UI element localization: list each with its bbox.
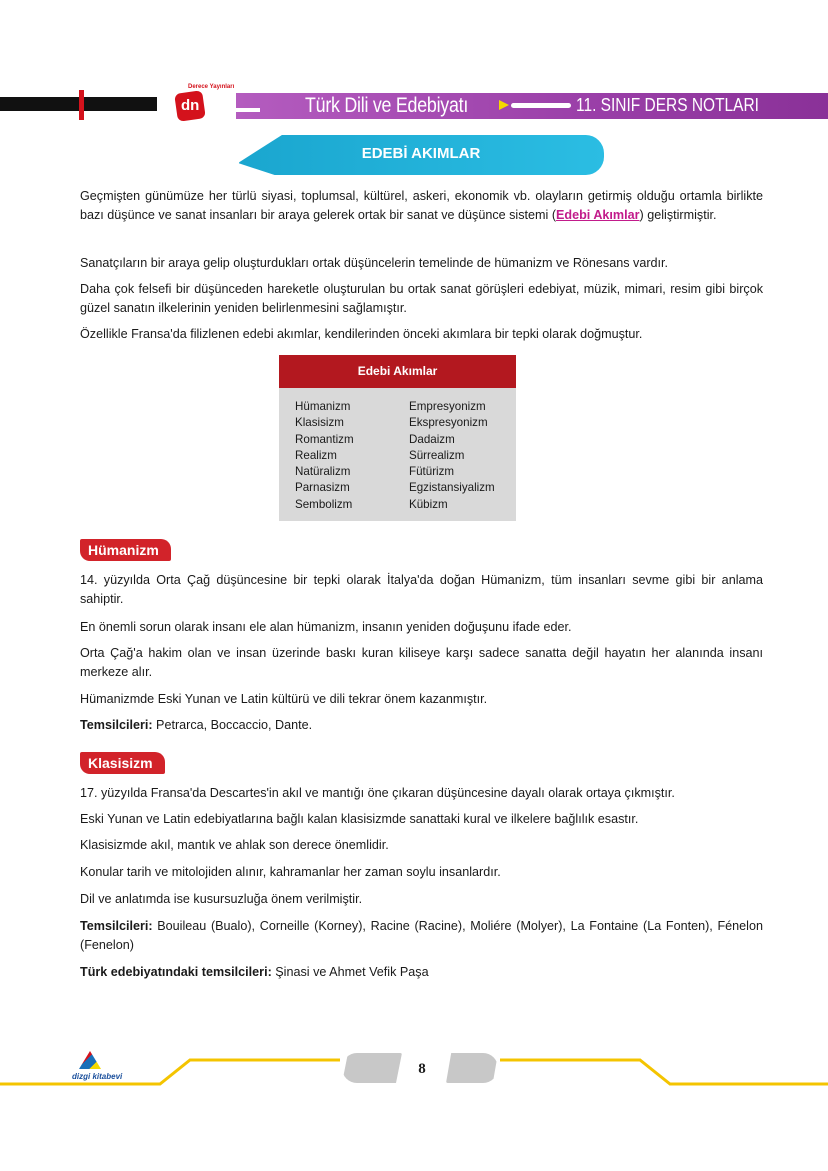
list-item: Parnasizm: [295, 481, 350, 495]
list-item: Natüralizm: [295, 465, 351, 479]
intro-paragraph-2: Sanatçıların bir araya gelip oluşturdukları ortak düşüncelerin temelinde de hümanizm ve Rönesans vardır.: [80, 256, 669, 270]
representatives-value: Bouileau (Bualo), Corneille (Korney), Racine (Racine), Moliére (Molyer), La Fontaine (La Fonten), Fénelon (Fenelon): [80, 919, 763, 952]
intro-paragraph-4: Özellikle Fransa'da filizlenen edebi akımlar, kendilerinden önceki akımlara bir tepki olarak doğmuştur.: [80, 327, 643, 341]
list-item: Sembolizm: [295, 497, 353, 511]
table-left-column: [295, 399, 354, 513]
list-item: Realizm: [295, 448, 337, 462]
humanizm-tag: Hümanizm: [80, 539, 171, 561]
humanizm-paragraph-1: 14. yüzyılda Orta Çağ düşüncesine bir tepki olarak İtalya'da doğan Hümanizm, tüm insanları sevme gibi bir anlama sahiptir.: [80, 573, 763, 606]
list-item: Empresyonizm: [409, 400, 486, 413]
klasisizm-paragraph-3: Klasisizmde akıl, mantık ve ahlak son derece önemlidir.: [80, 838, 389, 852]
publisher-logo-text: Derece Yayınları: [188, 84, 235, 90]
header-divider-bar: [511, 103, 571, 108]
humanizm-paragraph-3: Orta Çağ'a hakim olan ve insan üzerinde baskı kuran kiliseye karşı sadece sanatta değil hayatın her alanında insanı merkeze alır.: [80, 646, 763, 679]
list-item: Sürrealizm: [409, 448, 465, 462]
section-title: EDEBİ AKIMLAR: [361, 145, 481, 162]
intro-p1-text: Geçmişten günümüze her türlü siyasi, toplumsal, kültürel, askeri, ekonomik vb. olayların getirmiş olduğu ortamla birlikte bazı düşünce ve sanat insanları bir araya gelerek ortak bir sanat ve düşünce sistemi (: [80, 189, 763, 222]
turkish-representatives-label: Türk edebiyatındaki temsilcileri:: [80, 965, 272, 979]
intro-p1-text-end: ) geliştirmiştir.: [639, 208, 717, 222]
list-item: Kübizm: [409, 497, 448, 511]
klasisizm-representatives: [80, 917, 763, 955]
page-tab-right: [446, 1053, 498, 1083]
klasisizm-paragraph-4: Konular tarih ve mitolojiden alınır, kahramanlar her zaman soylu insanlardır.: [80, 865, 501, 879]
list-item: Klasisizm: [295, 416, 344, 430]
klasisizm-tag: Klasisizm: [80, 752, 165, 774]
table-title: Edebi Akımlar: [279, 355, 516, 388]
list-item: Fütürizm: [409, 465, 455, 479]
intro-paragraph-1: [80, 187, 763, 225]
publisher-footer-name: dizgi kitabevi: [72, 1072, 123, 1081]
intro-paragraph-3: Daha çok felsefi bir düşünceden hareketle oluşturulan bu ortak sanat görüşleri edebiyat, müzik, mimari, resim gibi birçok güzel sanatın ilkelerinin yeniden belirlenmesini sağlamıştır.: [80, 282, 763, 315]
klasisizm-paragraph-1: 17. yüzyılda Fransa'da Descartes'in akıl ve mantığı öne çıkaran düşüncesine dayalı olarak ortaya çıkmıştır.: [80, 786, 675, 800]
representatives-label: Temsilcileri:: [80, 919, 153, 933]
header-band-notch: [236, 108, 260, 112]
table-right-column: [409, 399, 495, 513]
humanizm-paragraph-2: En önemli sorun olarak insanı ele alan hümanizm, insanın yeniden doğuşunu ifade eder.: [80, 620, 572, 634]
page-number: 8: [418, 1061, 426, 1077]
humanizm-representatives: [80, 716, 763, 735]
arrow-right-icon: [499, 100, 509, 110]
header-red-tick: [79, 90, 84, 120]
klasisizm-paragraph-5: Dil ve anlatımda ise kusursuzluğa önem verilmiştir.: [80, 892, 363, 906]
edebi-akimlar-link[interactable]: Edebi Akımlar: [556, 208, 640, 222]
list-item: Ekspresyonizm: [409, 416, 488, 430]
turkish-representatives-value: Şinasi ve Ahmet Vefik Paşa: [271, 965, 429, 979]
representatives-label: Temsilcileri:: [80, 718, 153, 732]
list-item: Romantizm: [295, 432, 354, 446]
klasisizm-paragraph-2: Eski Yunan ve Latin edebiyatlarına bağlı kalan klasisizmde sanattaki kural ve ilkelere bağlılık esastır.: [80, 812, 639, 826]
grade-label: 11. SINIF DERS NOTLARI: [576, 95, 759, 115]
page-tab-left: [342, 1053, 402, 1083]
humanizm-paragraph-4: Hümanizmde Eski Yunan ve Latin kültürü ve dili tekrar önem kazanmıştır.: [80, 692, 488, 706]
subject-title: Türk Dili ve Edebiyatı: [305, 94, 469, 117]
representatives-value: Petrarca, Boccaccio, Dante.: [152, 718, 313, 732]
klasisizm-turkish-representatives: [80, 963, 763, 982]
edebi-akimlar-table: [279, 355, 516, 521]
list-item: Hümanizm: [295, 400, 351, 413]
publisher-logo-glyph: dn: [181, 97, 200, 114]
list-item: Dadaizm: [409, 432, 455, 446]
list-item: Egzistansiyalizm: [409, 481, 495, 495]
